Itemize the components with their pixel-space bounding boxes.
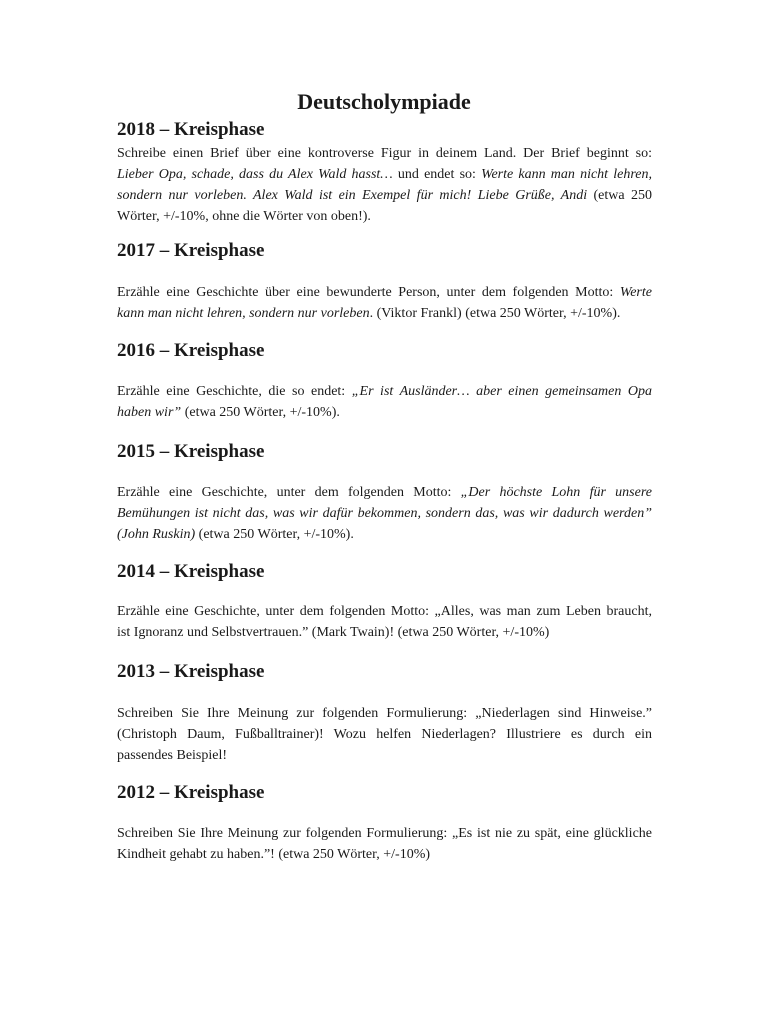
paragraph-line xyxy=(117,703,652,724)
text-run: Erzähle eine Geschichte, unter dem folgenden Motto: „Alles, was man zum Leben braucht, xyxy=(117,604,652,619)
text-run: Schreiben Sie Ihre Meinung zur folgenden Formulierung: „Niederlagen sind Hinweise.” xyxy=(117,706,652,721)
italic-text: Bemühungen ist nicht das, was wir dafür bekommen, sondern das, was wir dadurch werden” xyxy=(117,506,652,521)
section-paragraph xyxy=(117,601,652,643)
section-paragraph xyxy=(117,703,652,766)
paragraph-line xyxy=(117,503,652,524)
section-heading: 2013 – Kreisphase xyxy=(117,661,265,682)
paragraph-line xyxy=(117,482,652,503)
italic-text: sondern nur vorleben. Alex Wald ist ein Exempel für mich! Liebe Grüße, Andi xyxy=(117,188,588,203)
section-paragraph xyxy=(117,143,652,227)
italic-text: Lieber Opa, schade, dass du Alex Wald hasst… xyxy=(117,167,393,182)
page-title: Deutscholympiade xyxy=(297,89,471,114)
text-run: (etwa 250 xyxy=(587,188,652,203)
paragraph-line xyxy=(117,143,652,164)
text-run: Erzähle eine Geschichte, die so endet: xyxy=(117,384,352,399)
text-run: Schreibe einen Brief über eine kontroverse Figur in deinem Land. Der Brief beginnt so: xyxy=(117,146,652,161)
paragraph-line xyxy=(117,823,652,844)
italic-text: (John Ruskin) xyxy=(117,527,196,542)
italic-text: kann man nicht lehren, sondern nur vorleben xyxy=(117,306,370,321)
paragraph-line xyxy=(117,164,652,185)
paragraph-line xyxy=(117,724,652,745)
text-run: Kindheit gehabt zu haben.”! (etwa 250 Wörter, +/-10%) xyxy=(117,847,431,862)
text-run: . (Viktor Frankl) (etwa 250 Wörter, +/-10%). xyxy=(369,306,621,321)
paragraph-line xyxy=(117,303,652,324)
section-paragraph xyxy=(117,482,652,545)
paragraph-line xyxy=(117,844,652,865)
section-heading: 2014 – Kreisphase xyxy=(117,561,265,582)
text-run: Schreiben Sie Ihre Meinung zur folgenden Formulierung: „Es ist nie zu spät, eine glückliche xyxy=(117,826,652,841)
text-run: Erzähle eine Geschichte über eine bewunderte Person, unter dem folgenden Motto: xyxy=(117,285,620,300)
section-heading: 2015 – Kreisphase xyxy=(117,441,265,462)
paragraph-line xyxy=(117,745,652,766)
paragraph-line xyxy=(117,185,652,206)
paragraph-line xyxy=(117,381,652,402)
paragraph-line xyxy=(117,601,652,622)
italic-text: Werte xyxy=(619,285,652,300)
section-heading: 2017 – Kreisphase xyxy=(117,240,265,261)
italic-text: „Er ist Ausländer… aber einen gemeinsamen Opa xyxy=(351,384,652,399)
section-paragraph xyxy=(117,823,652,865)
section-heading: 2012 – Kreisphase xyxy=(117,782,265,803)
text-run: passendes Beispiel! xyxy=(117,748,228,763)
paragraph-line xyxy=(117,206,652,227)
text-run: Wörter, +/-10%, ohne die Wörter von oben!). xyxy=(117,209,371,224)
paragraph-line xyxy=(117,402,652,423)
text-run: ist Ignoranz und Selbstvertrauen.” (Mark Twain)! (etwa 250 Wörter, +/-10%) xyxy=(117,625,550,640)
text-run: und endet so: xyxy=(392,167,482,182)
section-paragraph xyxy=(117,282,652,324)
section-heading: 2018 – Kreisphase xyxy=(117,119,265,140)
italic-text: haben wir” xyxy=(117,405,182,420)
text-run: (etwa 250 Wörter, +/-10%). xyxy=(195,527,354,542)
text-run: (Christoph Daum, Fußballtrainer)! Wozu helfen Niederlagen? Illustriere es durch ein xyxy=(117,727,652,742)
text-run: Erzähle eine Geschichte, unter dem folgenden Motto: xyxy=(117,485,461,500)
section-heading: 2016 – Kreisphase xyxy=(117,340,265,361)
text-run: (etwa 250 Wörter, +/-10%). xyxy=(181,405,340,420)
paragraph-line xyxy=(117,622,652,643)
italic-text: Werte kann man nicht lehren, xyxy=(481,167,652,182)
paragraph-line xyxy=(117,282,652,303)
section-paragraph xyxy=(117,381,652,423)
paragraph-line xyxy=(117,524,652,545)
italic-text: „Der höchste Lohn für unsere xyxy=(460,485,652,500)
